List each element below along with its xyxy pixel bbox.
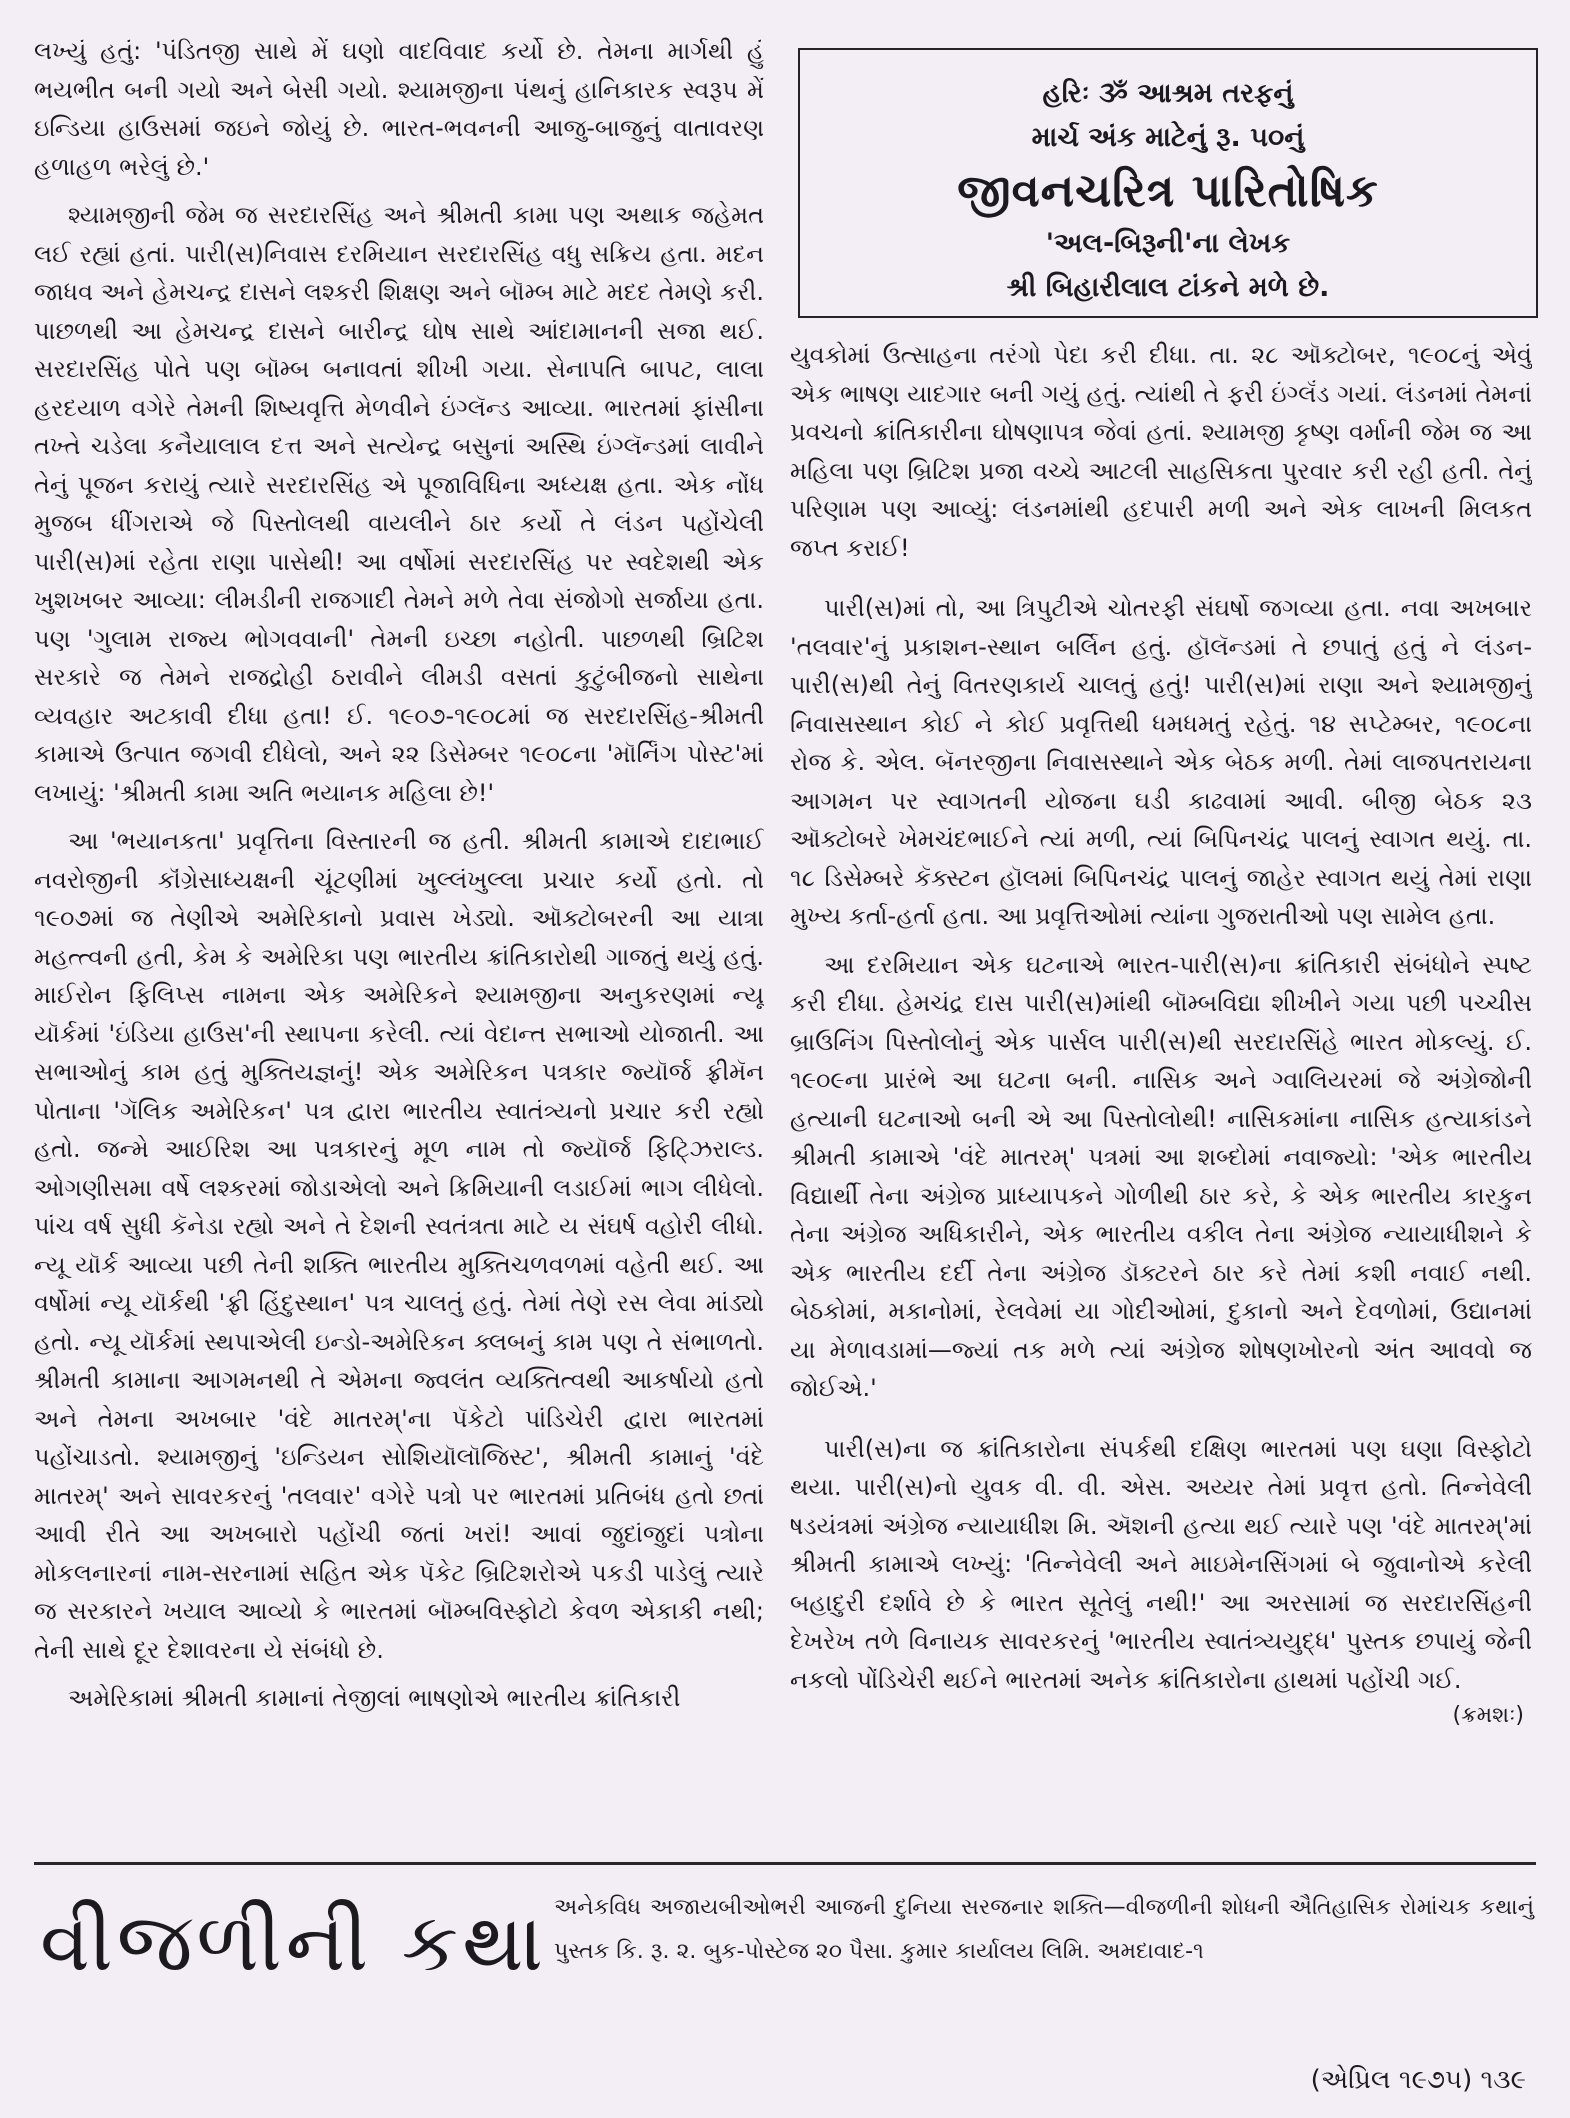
prize-line-4: શ્રી બિહારીલાલ ટાંકને મળે છે. bbox=[1006, 272, 1330, 303]
prize-heading: જીવનચરિત્ર પારિતોષિક bbox=[957, 164, 1379, 217]
issue-date: (એપ્રિલ ૧૯૭૫) bbox=[1310, 2065, 1473, 2095]
right-paragraph-1: યુવકોમાં ઉત્સાહના તરંગો પેદા કરી દીધા. તા. ૨૮ ઑક્ટોબર, ૧૯૦૮નું એવું એક ભાષણ યાદગાર બની ગયું હતું. ત્યાંથી તે ફરી ઇંગ્લૅંડ ગયાં. લંડનમાં તેમનાં પ્રવચનો ક્રાંતિકારીના ઘોષણાપત્ર જેવાં હતાં. શ્યામજી કૃષ્ણ વર્માની જેમ જ આ મહિલા પણ બ્રિટિશ પ્રજા વચ્ચે આટલી સાહસિકતા પુરવાર કરી રહી હતી. તેનું પરિણામ પણ આવ્યું: લંડનમાંથી હદપારી મળી અને એક લાખની મિલકત જપ્ત કરાઈ! bbox=[790, 341, 1532, 562]
prize-line-1: હરિઃ ૐ આશ્રમ તરફનું bbox=[1042, 78, 1294, 109]
prize-announcement-box bbox=[798, 48, 1538, 318]
right-paragraph-2: પારી(સ)માં તો, આ ત્રિપુટીએ ચોતરફી સંઘર્ષો જગવ્યા હતા. નવા અખબાર 'તલવાર'નું પ્રકાશન-સ્થાન બર્લિન હતું. હૉલૅન્ડમાં તે છપાતું હતું ને લંડન-પારી(સ)થી તેનું વિતરણકાર્ય ચાલતું હતું! પારી(સ)માં રાણા અને શ્યામજીનું નિવાસસ્થાન કોઈ ને કોઈ પ્રવૃત્તિથી ધમધમતું રહેતું. ૧૪ સપ્ટેમ્બર, ૧૯૦૮ના રોજ કે. એલ. બૅનરજીના નિવાસસ્થાને એક બેઠક મળી. તેમાં લાજપતરાયના આગમન પર સ્વાગતની યોજના ઘડી કાઢવામાં આવી. બીજી બેઠક ૨૩ ઑક્ટોબરે ખેમચંદભાઈને ત્યાં મળી, ત્યાં બિપિનચંદ્ર પાલનું સ્વાગત થયું. તા. ૧૮ ડિસેમ્બરે કૅક્સ્ટન હૉલમાં બિપિનચંદ્ર પાલનું જાહેર સ્વાગત થયું તેમાં રાણા મુખ્ય કર્તા-હર્તા હતા. આ પ્રવૃત્તિઓમાં ત્યાંના ગુજરાતીઓ પણ સામેલ હતા. bbox=[790, 594, 1532, 930]
left-paragraph-4: અમેરિકામાં શ્રીમતી કામાનાં તેજીલાં ભાષણોએ ભારતીય ક્રાંતિકારી bbox=[68, 1684, 681, 1712]
right-paragraph-4: પારી(સ)ના જ ક્રાંતિકારોના સંપર્કથી દક્ષિણ ભારતમાં પણ ઘણા વિસ્ફોટો થયા. પારી(સ)નો યુવક વી. વી. એસ. અય્યર તેમાં પ્રવૃત્ત હતો. તિન્નેવેલી ષડયંત્રમાં અંગ્રેજ ન્યાયાધીશ મિ. ઍશની હત્યા થઈ ત્યારે પણ 'વંદે માતરમ્'માં શ્રીમતી કામાએ લખ્યું: 'તિન્નેવેલી અને માઇમેનસિંગમાં બે જુવાનોએ કરેલી બહાદુરી દર્શાવે છે કે ભારત સૂતેલું નથી!' આ અરસામાં જ સરદારસિંહની દેખરેખ તળે વિનાયક સાવરકરનું 'ભારતીય સ્વાતંત્ર્યયુદ્ધ' પુસ્તક છપાયું જેની નકલો પોંડિચેરી થઈને ભારતમાં અનેક ક્રાંતિકારોના હાથમાં પહોંચી ગઈ. bbox=[790, 1434, 1532, 1694]
right-paragraph-3: આ દરમિયાન એક ઘટનાએ ભારત-પારી(સ)ના ક્રાંતિકારી સંબંધોને સ્પષ્ટ કરી દીધા. હેમચંદ્ર દાસ પારી(સ)માંથી બૉમ્બવિદ્યા શીખીને ગયા પછી પચ્ચીસ બ્રાઉનિંગ પિસ્તોલોનું એક પાર્સલ પારી(સ)થી સરદારસિંહે ભારત મોકલ્યું. ઈ. ૧૯૦૯ના પ્રારંભે આ ઘટના બની. નાસિક અને ગ્વાલિયરમાં જે અંગ્રેજોની હત્યાની ઘટનાઓ બની એ આ પિસ્તોલોથી! નાસિકમાંના નાસિક હત્યાકાંડને શ્રીમતી કામાએ 'વંદે માતરમ્' પત્રમાં આ શબ્દોમાં નવાજ્યો: 'એક ભારતીય વિદ્યાર્થી તેના અંગ્રેજ પ્રાધ્યાપકને ગોળીથી ઠાર કરે, કે એક ભારતીય કારકુન તેના અંગ્રેજ અધિકારીને, એક ભારતીય વકીલ તેના અંગ્રેજ ન્યાયાધીશને કે એક ભારતીય દર્દી તેના અંગ્રેજ ડૉક્ટરને ઠાર કરે તેમાં કશી નવાઈ નથી. બેઠકોમાં, મકાનોમાં, રેલવેમાં યા ગોદીઓમાં, દુકાનો અને દેવળોમાં, ઉદ્યાનમાં યા મેળાવડામાં—જ્યાં તક મળે ત્યાં અંગ્રેજ શોષણખોરનો અંત આવવો જ જોઈએ.' bbox=[790, 950, 1532, 1402]
continued-note: (ક્રમશઃ) bbox=[1452, 1703, 1524, 1728]
left-column bbox=[34, 32, 764, 1847]
page-number: ૧૩૯ bbox=[1480, 2065, 1526, 2095]
left-paragraph-3: આ 'ભયાનકતા' પ્રવૃત્તિના વિસ્તારની જ હતી. શ્રીમતી કામાએ દાદાભાઈ નવરોજીની કૉંગ્રેસાધ્યક્ષની ચૂંટણીમાં ખુલ્લંખુલ્લા પ્રચાર કર્યો હતો. તો ૧૯૦૭માં જ તેણીએ અમેરિકાનો પ્રવાસ ખેડ્યો. ઑક્ટોબરની આ યાત્રા મહત્ત્વની હતી, કેમ કે અમેરિકા પણ ભારતીય ક્રાંતિકારોથી ગાજતું થયું હતું. માઈરોન ફિલિપ્સ નામના એક અમેરિકને શ્યામજીના અનુકરણમાં ન્યૂ યૉર્કમાં 'ઇંડિયા હાઉસ'ની સ્થાપના કરેલી. ત્યાં વેદાન્ત સભાઓ યોજાતી. આ સભાઓનું કામ હતું મુક્તિયજ્ઞનું! એક અમેરિકન પત્રકાર જ્યૉર્જ ફ્રીમૅન પોતાના 'ગૅલિક અમેરિકન' પત્ર દ્વારા ભારતીય સ્વાતંત્ર્યનો પ્રચાર કરી રહ્યો હતો. જન્મે આઈરિશ આ પત્રકારનું મૂળ નામ તો જ્યૉર્જ ફિટ્ઝિરાલ્ડ. ઓગણીસમા વર્ષે લશ્કરમાં જોડાએલો અને ક્રિમિયાની લડાઈમાં ભાગ લીધેલો. પાંચ વર્ષ સુધી કૅનેડા રહ્યો અને તે દેશની સ્વતંત્રતા માટે ય સંઘર્ષ વહોરી લીધો. ન્યૂ યૉર્ક આવ્યા પછી તેની શક્તિ ભારતીય મુક્તિચળવળમાં વહેતી થઈ. આ વર્ષોમાં ન્યૂ યૉર્કથી 'ફ્રી હિંદુસ્થાન' પત્ર ચાલતું હતું. તેમાં તેણે રસ લેવા માંડ્યો હતો. ન્યૂ યૉર્કમાં સ્થપાએલી ઇન્ડો-અમેરિકન ક્લબનું કામ પણ તે સંભાળતો. શ્રીમતી કામાના આગમનથી તે એમના જ્વલંત વ્યક્તિત્વથી આકર્ષાયો હતો અને તેમના અખબાર 'વંદે માતરમ્'ના પૅકેટો પાંડિચેરી દ્વારા ભારતમાં પહોંચાડતો. શ્યામજીનું 'ઇન્ડિયન સોશિયૉલૉજિસ્ટ', શ્રીમતી કામાનું 'વંદે માતરમ્' અને સાવરકરનું 'તલવાર' વગેરે પત્રો પર ભારતમાં પ્રતિબંધ હતો છતાં આવી રીતે આ અખબારો પહોંચી જતાં ખરાં! આવાં જુદાંજુદાં પત્રોના મોકલનારનાં નામ-સરનામાં સહિત એક પૅકેટ બ્રિટિશરોએ પકડી પાડેલું ત્યારે જ સરકારને ખયાલ આવ્યો કે ભારતમાં બૉમ્બવિસ્ફોટો કેવળ એકાકી નથી; તેની સાથે દૂર દેશાવરના યે સંબંધો છે. bbox=[34, 827, 764, 1664]
ad-title: વીજળીની કથા bbox=[40, 1896, 548, 1989]
prize-line-3: 'અલ-બિરૂની'ના લેખક bbox=[1045, 228, 1291, 259]
book-advertisement bbox=[34, 1882, 1536, 2032]
right-column bbox=[790, 336, 1532, 1846]
page-footer bbox=[1311, 2060, 1526, 2100]
left-paragraph-2: શ્યામજીની જેમ જ સરદારસિંહ અને શ્રીમતી કામા પણ અથાક જહેમત લઈ રહ્યાં હતાં. પારી(સ)નિવાસ દરમિયાન સરદારસિંહ વધુ સક્રિય હતા. મદન જાધવ અને હેમચન્દ્ર દાસને લશ્કરી શિક્ષણ અને બૉમ્બ માટે મદદ તેમણે કરી. પાછળથી આ હેમચન્દ્ર દાસને બારીન્દ્ર ઘોષ સાથે આંદામાનની સજા થઈ. સરદારસિંહ પોતે પણ બૉમ્બ બનાવતાં શીખી ગયા. સેનાપતિ બાપટ, લાલા હરદયાળ વગેરે તેમની શિષ્યવૃત્તિ મેળવીને ઇંગ્લૅન્ડ આવ્યા. ભારતમાં ફાંસીના તખ્તે ચડેલા કનૈયાલાલ દત્ત અને સત્યેન્દ્ર બસુનાં અસ્થિ ઇંગ્લૅન્ડમાં લાવીને તેનું પૂજન કરાયું ત્યારે સરદારસિંહ એ પૂજાવિધિના અધ્યક્ષ હતા. એક નોંધ મુજબ ધીંગરાએ જે પિસ્તોલથી વાયલીને ઠાર કર્યો તે લંડન પહોંચેલી પારી(સ)માં રહેતા રાણા પાસેથી! આ વર્ષોમાં સરદારસિંહ પર સ્વદેશથી એક ખુશખબર આવ્યા: લીમડીની રાજગાદી તેમને મળે તેવા સંજોગો સર્જાયા હતા. પણ 'ગુલામ રાજ્ય ભોગવવાની' તેમની ઇચ્છા નહોતી. પાછળથી બ્રિટિશ સરકારે જ તેમને રાજદ્રોહી ઠરાવીને લીમડી વસતાં કુટુંબીજનો સાથેના વ્યવહાર અટકાવી દીધા હતા! ઈ. ૧૯૦૭-૧૯૦૮માં જ સરદારસિંહ-શ્રીમતી કામાએ ઉત્પાત જગવી દીધેલો, અને ૨૨ ડિસેમ્બર ૧૯૦૮ના 'મૉર્નિંગ પોસ્ટ'માં લખાયું: 'શ્રીમતી કામા અતિ ભયાનક મહિલા છે!' bbox=[34, 201, 764, 807]
prize-line-2: માર્ચ અંક માટેનું રૂ. ૫૦નું bbox=[1031, 122, 1305, 153]
ad-text: અનેકવિધ અજાયબીઓભરી આજની દુનિયા સરજનાર શક્તિ—વીજળીની શોધની ઐતિહાસિક રોમાંચક કથાનું પુસ્તક કિ. રૂ. ૨. બુક-પોસ્ટેજ ૨૦ પૈસા. કુમાર કાર્યાલય લિમિ. અમદાવાદ-૧ bbox=[554, 1895, 1534, 1964]
divider-rule bbox=[34, 1862, 1536, 1865]
left-paragraph-1: લખ્યું હતું: 'પંડિતજી સાથે મેં ઘણો વાદવિવાદ કર્યો છે. તેમના માર્ગથી હું ભયભીત બની ગયો અને બેસી ગયો. શ્યામજીના પંથનું હાનિકારક સ્વરૂપ મેં ઇન્ડિયા હાઉસમાં જઇને જોયું છે. ભારત-ભવનની આજુ-બાજુનું વાતાવરણ હળાહળ ભરેલું છે.' bbox=[34, 37, 764, 181]
